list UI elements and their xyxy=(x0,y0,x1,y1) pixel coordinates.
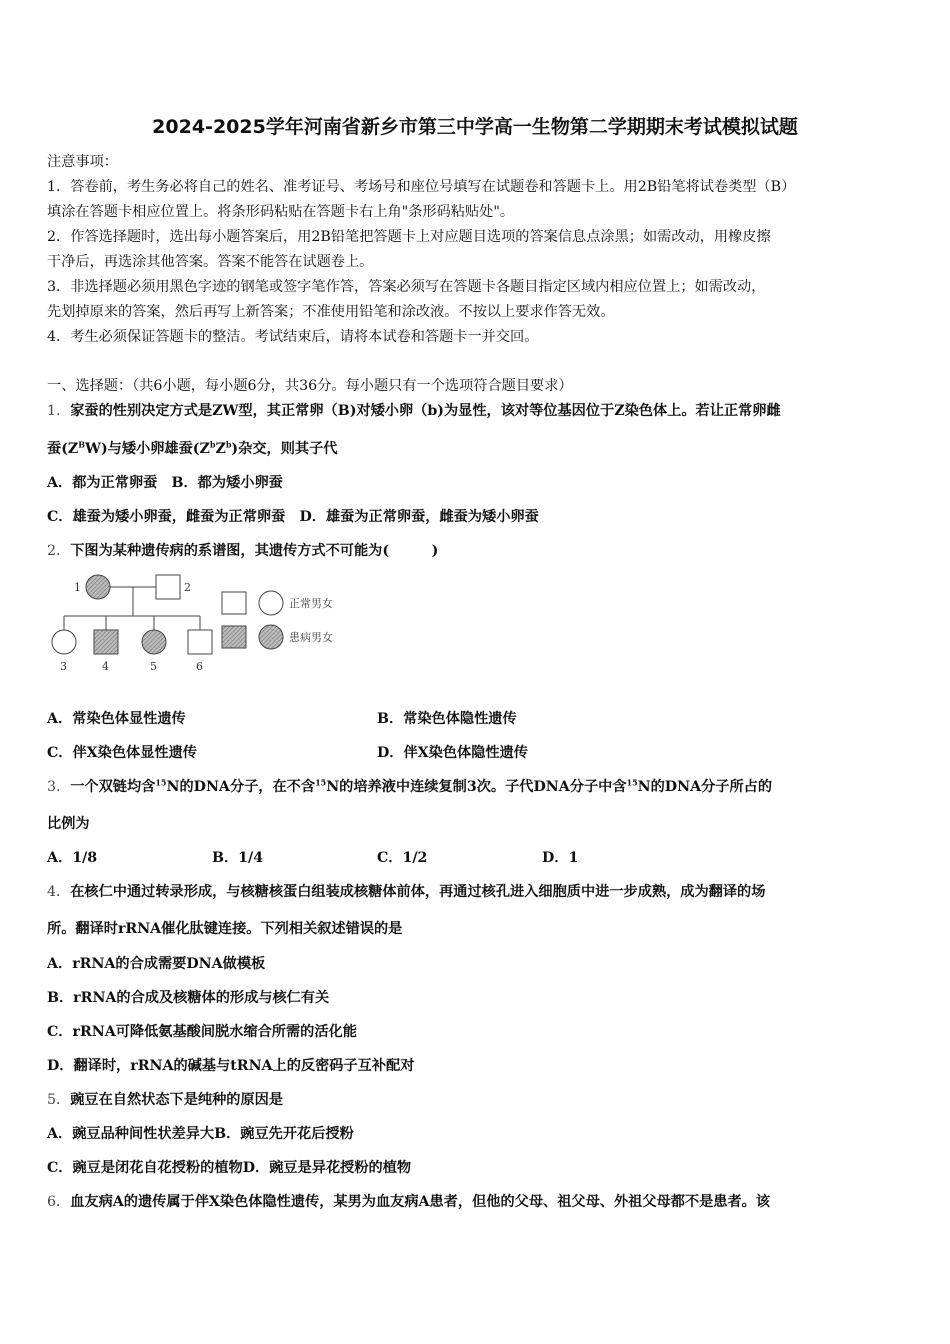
normal-male-6 xyxy=(188,630,212,654)
q5-options-cd: C．豌豆是闭花自花授粉的植物D．豌豆是异花授粉的植物 xyxy=(47,1160,412,1176)
legend-normal-female xyxy=(259,591,283,615)
superscript: b xyxy=(209,439,216,450)
question-1-cont xyxy=(47,440,337,458)
affected-male-4 xyxy=(94,630,118,654)
question-2 xyxy=(47,542,438,560)
pedigree-chart xyxy=(44,570,364,678)
question-number: 3． xyxy=(47,779,71,795)
affected-female-5 xyxy=(142,630,166,654)
section-heading: 一、选择题：（共6小题，每小题6分，共36分。每小题只有一个选项符合题目要求） xyxy=(47,378,573,394)
legend-affected-male xyxy=(222,626,246,648)
individual-label: 2 xyxy=(184,581,191,594)
text-segment: W)与矮小卵雄蚕(Z xyxy=(85,441,210,457)
question-number: 4． xyxy=(47,884,71,900)
question-3-cont: 比例为 xyxy=(47,816,90,832)
q1-options-cd: C．雄蚕为矮小卵蚕，雌蚕为正常卵蚕 D．雄蚕为正常卵蚕，雌蚕为矮小卵蚕 xyxy=(47,509,539,525)
notice-heading: 注意事项： xyxy=(47,154,118,170)
notice-line: 填涂在答题卡相应位置上。将条形码粘贴在答题卡右上角"条形码粘贴处"。 xyxy=(47,204,515,220)
question-5 xyxy=(47,1091,283,1109)
individual-label: 1 xyxy=(74,581,81,594)
superscript: 15 xyxy=(155,777,167,788)
normal-female-3 xyxy=(52,630,76,654)
question-3 xyxy=(47,778,772,796)
text-segment: )杂交，则其子代 xyxy=(231,441,338,457)
q4-option-a: A．rRNA的合成需要DNA做模板 xyxy=(47,956,266,972)
q3-option-a: A．1/8 xyxy=(47,850,98,866)
individual-label: 5 xyxy=(150,660,157,673)
q2-option-c: C．伴X染色体显性遗传 xyxy=(47,745,197,761)
q2-option-b: B．常染色体隐性遗传 xyxy=(377,711,517,727)
question-text: 在核仁中通过转录形成，与核糖核蛋白组装成核糖体前体，再通过核孔进入细胞质中进一步成熟，成为翻译的场 xyxy=(70,884,766,900)
text-segment: N的培养液中连续复制3次。子代DNA分子中含 xyxy=(326,779,627,795)
notice-line: 2．作答选择题时，选出每小题答案后，用2B铅笔把答题卡上对应题目选项的答案信息点涂黑；如需改动，用橡皮擦 xyxy=(47,229,771,245)
q5-options-ab: A．豌豆品种间性状差异大B．豌豆先开花后授粉 xyxy=(47,1126,354,1142)
notice-line: 先划掉原来的答案，然后再写上新答案；不准使用铅笔和涂改液。不按以上要求作答无效。 xyxy=(47,304,615,320)
q4-option-b: B．rRNA的合成及核糖体的形成与核仁有关 xyxy=(47,990,330,1006)
question-number: 6． xyxy=(47,1194,71,1210)
q4-option-c: C．rRNA可降低氨基酸间脱水缩合所需的活化能 xyxy=(47,1024,357,1040)
legend-normal-male xyxy=(222,592,246,614)
q3-option-b: B．1/4 xyxy=(212,850,264,866)
superscript: b xyxy=(225,439,232,450)
notice-line: 4．考生必须保证答题卡的整洁。考试结束后，请将本试卷和答题卡一并交回。 xyxy=(47,329,539,345)
text-segment: 蚕(Z xyxy=(47,441,79,457)
question-6 xyxy=(47,1193,770,1211)
question-text: 豌豆在自然状态下是纯种的原因是 xyxy=(70,1092,284,1108)
text-segment: 一个双链均含 xyxy=(70,779,156,795)
question-1 xyxy=(47,402,781,420)
q4-option-d: D．翻译时，rRNA的碱基与tRNA上的反密码子互补配对 xyxy=(47,1058,415,1074)
q1-options-ab: A．都为正常卵蚕 B．都为矮小卵蚕 xyxy=(47,475,283,491)
question-text: 下图为某种遗传病的系谱图，其遗传方式不可能为( ) xyxy=(70,543,439,559)
affected-female-1 xyxy=(86,575,110,599)
notice-line: 3．非选择题必须用黑色字迹的钢笔或签字笔作答，答案必须写在答题卡各题目指定区域内相应位置上；如需改动， xyxy=(47,279,766,295)
question-number: 1． xyxy=(47,403,71,419)
page-title: 2024-2025学年河南省新乡市第三中学高一生物第二学期期末考试模拟试题 xyxy=(152,116,798,138)
text-segment: N的DNA分子所占的 xyxy=(637,779,773,795)
superscript: B xyxy=(78,439,86,450)
individual-label: 4 xyxy=(102,660,109,673)
question-4-cont: 所。翻译时rRNA催化肽键连接。下列相关叙述错误的是 xyxy=(47,921,403,937)
individual-label: 3 xyxy=(60,660,67,673)
q3-option-d: D．1 xyxy=(542,850,579,866)
text-segment: Z xyxy=(215,441,226,457)
legend-affected-female xyxy=(259,625,283,649)
question-text: 家蚕的性别决定方式是ZW型，其正常卵（B)对矮小卵（b)为显性，该对等位基因位于Z染色体上。若让正常卵雌 xyxy=(70,403,781,419)
notice-line: 干净后，再选涂其他答案。答案不能答在试题卷上。 xyxy=(47,254,374,270)
q3-option-c: C．1/2 xyxy=(377,850,428,866)
individual-label: 6 xyxy=(196,660,203,673)
question-4 xyxy=(47,883,765,901)
question-number: 5． xyxy=(47,1092,71,1108)
q2-option-d: D．伴X染色体隐性遗传 xyxy=(377,745,528,761)
text-segment: N的DNA分子，在不含 xyxy=(166,779,316,795)
legend-normal-label: 正常男女 xyxy=(289,597,333,610)
question-text: 血友病A的遗传属于伴X染色体隐性遗传，某男为血友病A患者，但他的父母、祖父母、外祖父母都不是患者。该 xyxy=(70,1194,771,1210)
superscript: 15 xyxy=(315,777,327,788)
q2-option-a: A．常染色体显性遗传 xyxy=(47,711,186,727)
legend-affected-label: 患病男女 xyxy=(289,631,333,644)
question-number: 2． xyxy=(47,543,71,559)
superscript: 15 xyxy=(626,777,638,788)
normal-male-2 xyxy=(156,575,180,599)
notice-line: 1．答卷前，考生务必将自己的姓名、准考证号、考场号和座位号填写在试题卷和答题卡上。用2B铅笔将试卷类型（B） xyxy=(47,179,796,195)
